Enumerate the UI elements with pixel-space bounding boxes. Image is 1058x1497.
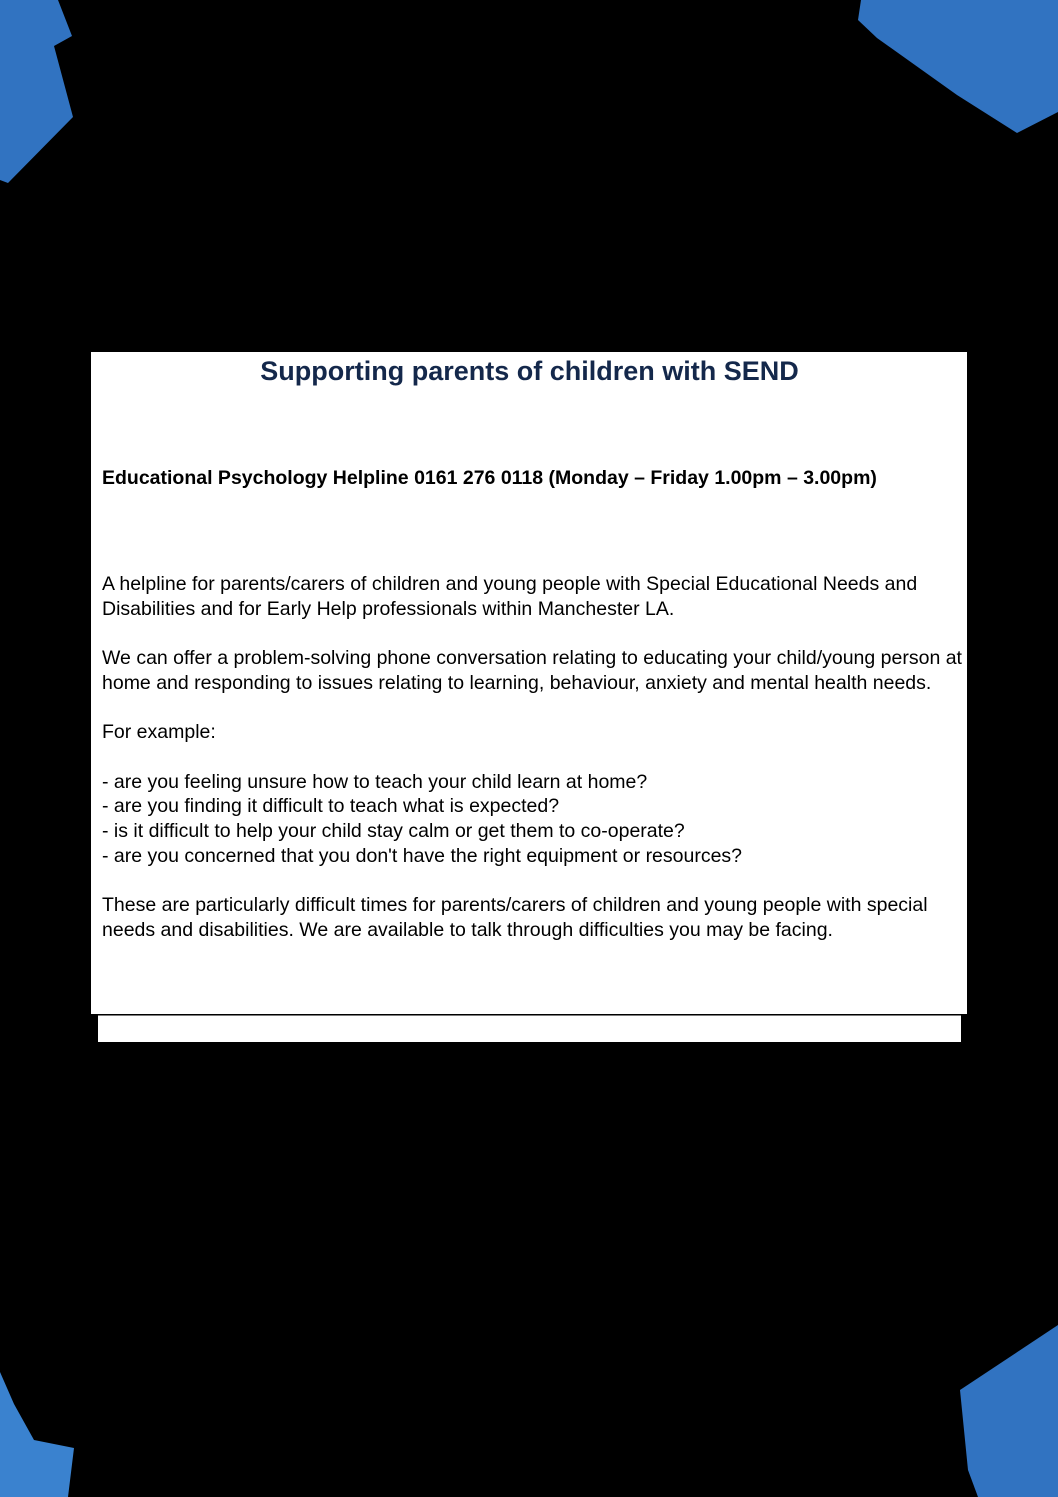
body-text: [102, 572, 962, 967]
service-paragraph: We can offer a problem-solving phone conversation relating to educating your child/young person at home and responding to issues relating to learning, behaviour, anxiety and mental health needs.: [102, 647, 962, 694]
page-title: Supporting parents of children with SEND: [260, 356, 799, 386]
content-panel: [91, 352, 967, 1014]
bottom-left-blue-shape: [0, 1372, 74, 1497]
bottom-white-strip: [98, 1015, 961, 1042]
question-item: - is it difficult to help your child stay calm or get them to co-operate?: [102, 819, 685, 842]
question-item: - are you finding it difficult to teach what is expected?: [102, 795, 560, 818]
intro-paragraph: A helpline for parents/carers of children and young people with Special Educational Needs and Disabilities and for Early Help professionals within Manchester LA.: [102, 573, 918, 620]
question-item: - are you feeling unsure how to teach your child learn at home?: [102, 770, 648, 793]
top-left-blue-shape: [0, 0, 73, 183]
question-list: [102, 770, 962, 869]
top-right-blue-shape: [858, 0, 1058, 133]
bottom-right-blue-shape: [960, 1325, 1058, 1497]
closing-paragraph: These are particularly difficult times for parents/carers of children and young people with special needs and disabilities. We are available to talk through difficulties you may be facing.: [102, 894, 928, 941]
helpline-heading: Educational Psychology Helpline 0161 276 0118 (Monday – Friday 1.00pm – 3.00pm): [102, 467, 877, 489]
question-item: - are you concerned that you don't have the right equipment or resources?: [102, 844, 743, 867]
example-label: For example:: [102, 721, 216, 744]
